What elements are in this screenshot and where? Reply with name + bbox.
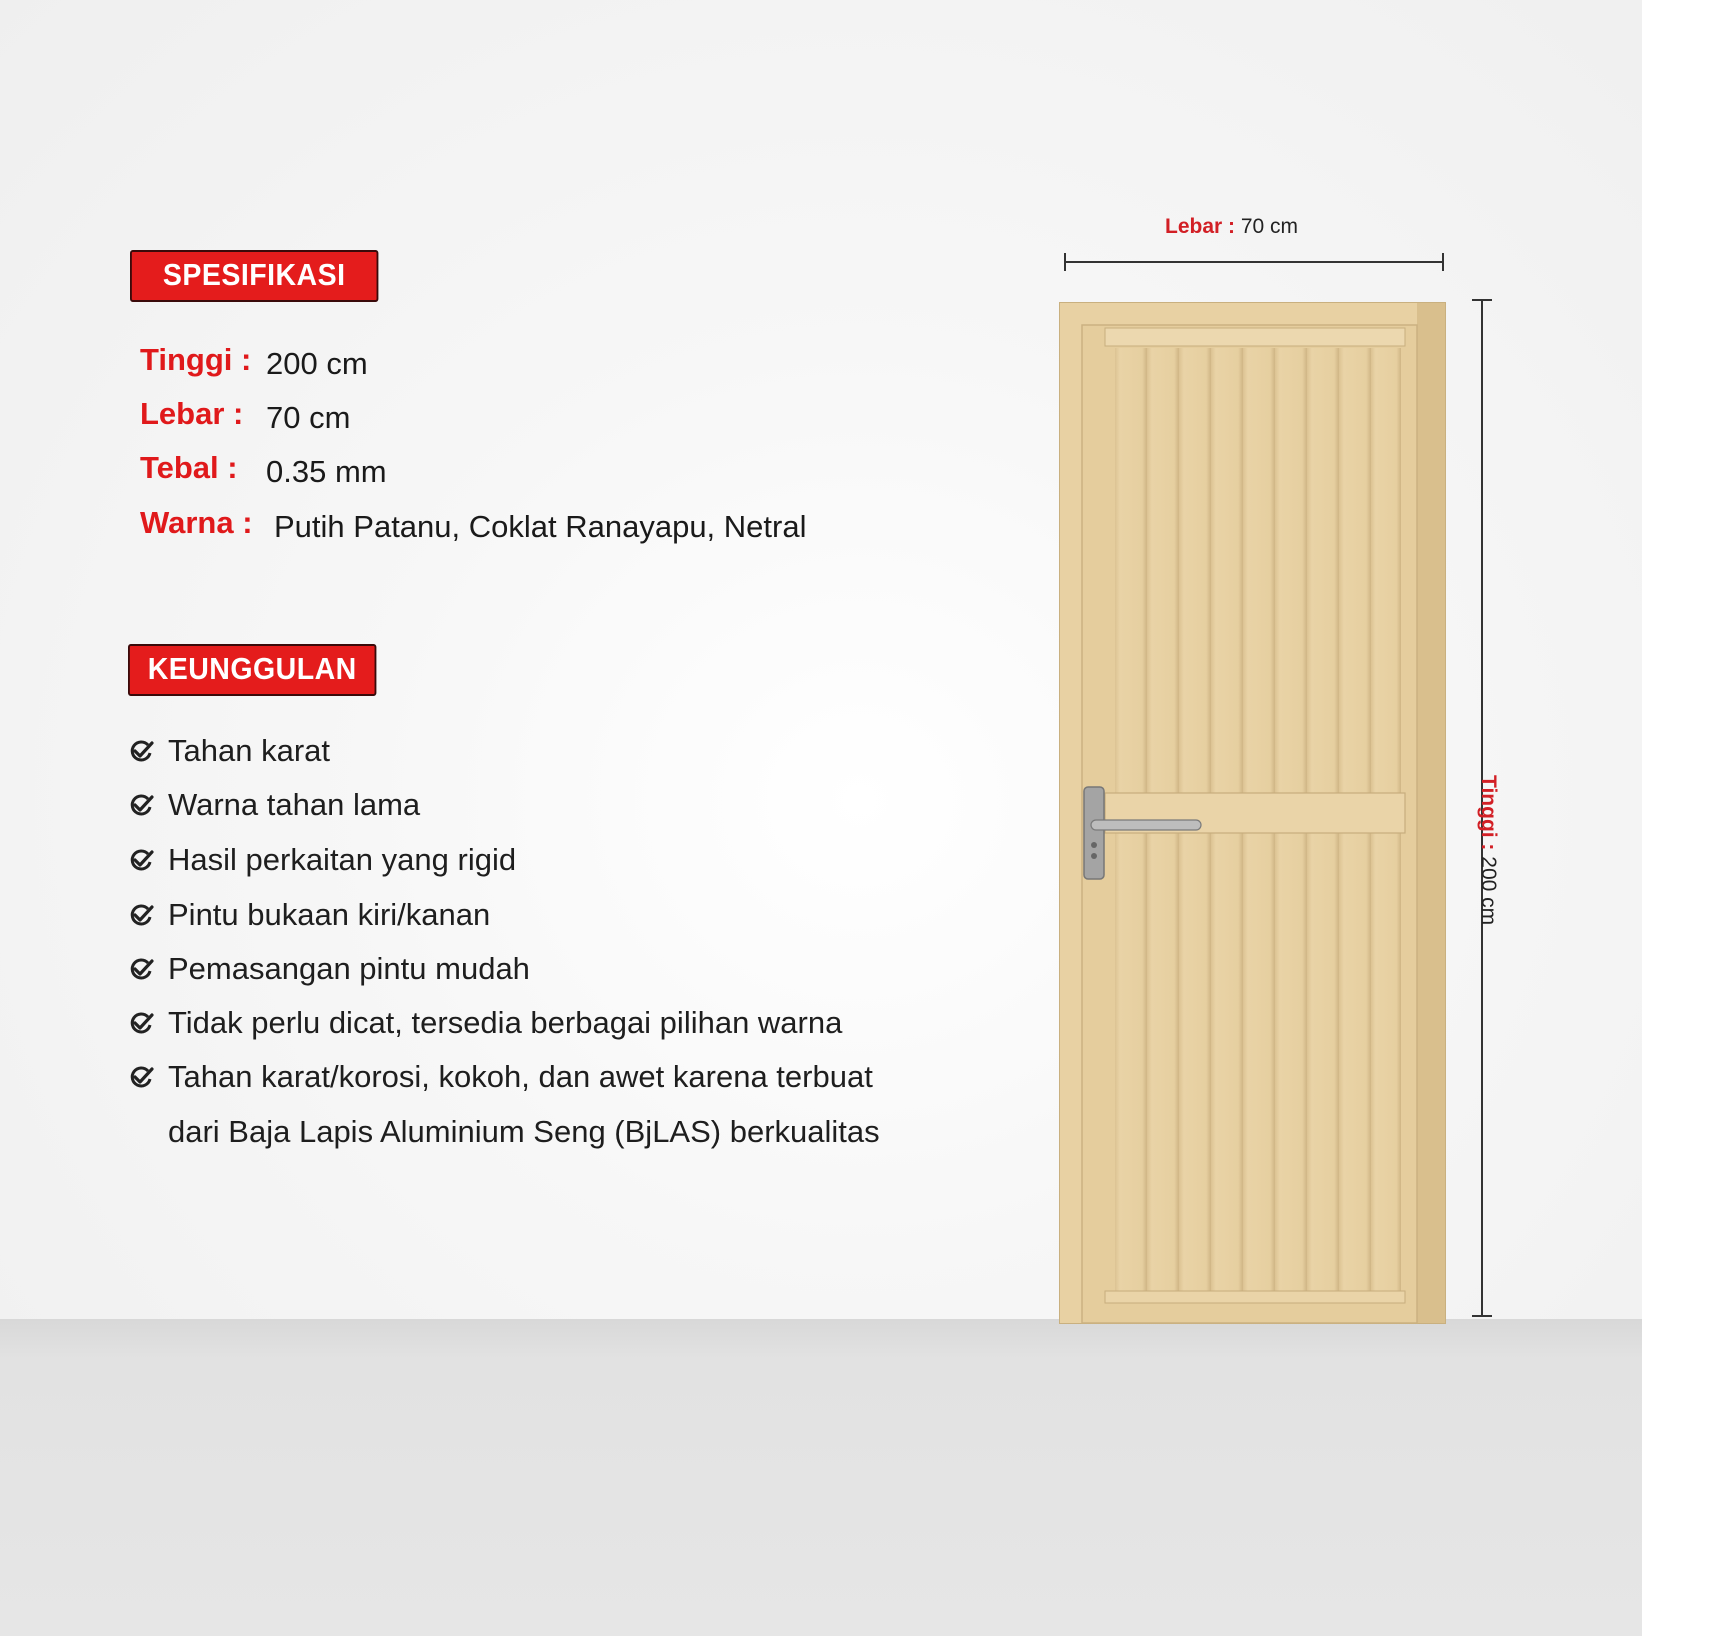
- feature-text: Pemasangan pintu mudah: [168, 951, 530, 986]
- feature-text: Warna tahan lama: [168, 787, 421, 822]
- width-dimension-label: [1165, 215, 1298, 239]
- keunggulan-badge: [128, 644, 376, 696]
- door-bottom-rail: [1105, 1291, 1405, 1303]
- spesifikasi-badge: [130, 250, 378, 302]
- keunggulan-title: KEUNGGULAN: [147, 651, 357, 686]
- height-value: 200 cm: [1477, 856, 1500, 926]
- door-frame-left: [1060, 303, 1082, 1323]
- feature-text: Pintu bukaan kiri/kanan: [168, 897, 491, 932]
- spec-label: Lebar :: [140, 396, 244, 431]
- lower-panel-slats: [1115, 836, 1401, 1291]
- check-circle-icon: [128, 848, 154, 874]
- feature-text: Hasil perkaitan yang rigid: [168, 842, 517, 877]
- spec-value: 0.35 mm: [266, 454, 387, 489]
- feature-text: Tahan karat/korosi, kokoh, dan awet karena terbuat: [168, 1059, 873, 1094]
- width-dimension-line: [1060, 250, 1450, 274]
- check-circle-icon: [128, 739, 154, 765]
- spec-value: 70 cm: [266, 400, 351, 435]
- height-dimension-label: [1476, 775, 1500, 925]
- spec-label: Tinggi :: [140, 342, 252, 377]
- feature-text: Tahan karat: [168, 733, 330, 768]
- spec-value: Putih Patanu, Coklat Ranayapu, Netral: [274, 509, 807, 544]
- door-frame-right: [1417, 303, 1445, 1323]
- spesifikasi-title: SPESIFIKASI: [162, 257, 346, 292]
- floor-background: [0, 1319, 1642, 1636]
- feature-text: dari Baja Lapis Aluminium Seng (BjLAS) berkualitas: [168, 1114, 880, 1149]
- door-illustration: [1055, 300, 1455, 1330]
- width-value: 70 cm: [1240, 215, 1299, 238]
- check-circle-icon: [128, 957, 154, 983]
- check-circle-icon: [128, 793, 154, 819]
- feature-text: Tidak perlu dicat, tersedia berbagai pilihan warna: [168, 1005, 843, 1040]
- check-circle-icon: [128, 1065, 154, 1091]
- check-circle-icon: [128, 1011, 154, 1037]
- door-frame-top: [1060, 303, 1445, 325]
- width-key: Lebar :: [1165, 215, 1236, 238]
- spec-label: Warna :: [140, 505, 253, 540]
- check-circle-icon: [128, 903, 154, 929]
- spec-label: Tebal :: [140, 450, 238, 485]
- spec-value: 200 cm: [266, 346, 368, 381]
- door-top-rail: [1105, 328, 1405, 346]
- height-key: Tinggi :: [1477, 775, 1500, 851]
